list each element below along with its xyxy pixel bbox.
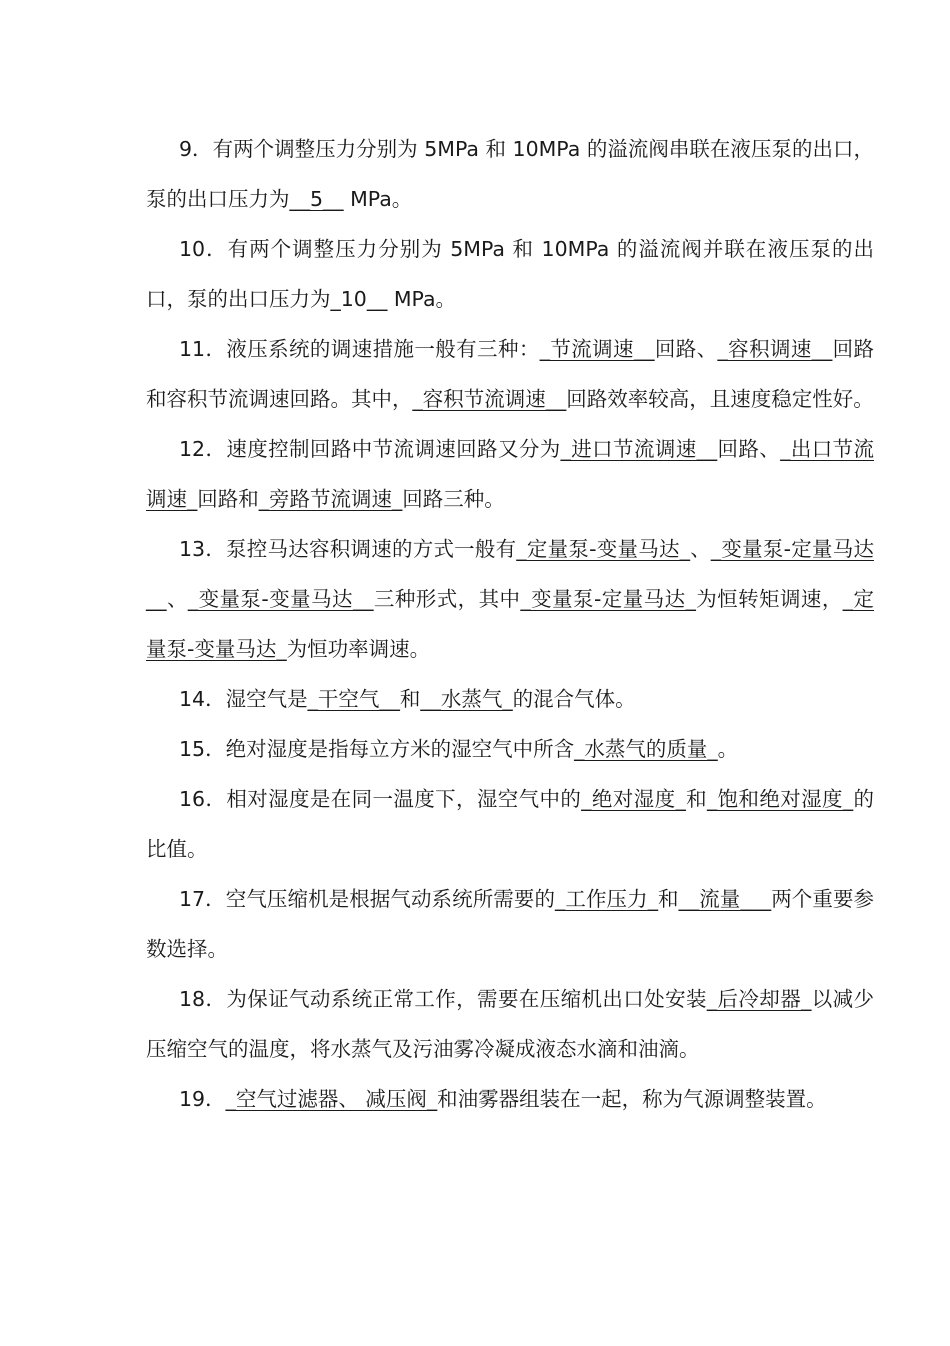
answer-blank: 绝对湿度 — [591, 787, 676, 811]
answer-blank: 定量泵-变量马达 — [526, 537, 680, 561]
question-text: _回路三种。 — [392, 487, 505, 511]
question-paragraph — [146, 324, 874, 424]
question-text: 16．相对湿度是在同一温度下，湿空气中的_ — [179, 787, 592, 811]
question-text: __回路和容积节流调速回路。其中，_ — [146, 337, 875, 411]
question-text: 12．速度控制回路中节流调速回路又分为_ — [179, 437, 571, 461]
question-text: 11．液压系统的调速措施一般有三种：_ — [179, 337, 550, 361]
question-text: 19．_ — [179, 1087, 236, 1111]
answer-blank: 流量 — [699, 887, 741, 911]
question-text: __和__ — [379, 687, 441, 711]
answer-blank: 饱和绝对湿度 — [717, 787, 843, 811]
question-paragraph — [146, 774, 874, 874]
question-text: __回路、_ — [696, 437, 791, 461]
answer-blank: 定量泵-变量马达 — [146, 587, 874, 661]
answer-blank: 容积调速 — [727, 337, 812, 361]
question-text: 9．有两个调整压力分别为 5MPa 和 10MPa 的溢流阀串联在液压泵的出口，泵的出口压力为_ — [146, 137, 874, 211]
answer-blank: 变量泵-变量马达 — [198, 587, 353, 611]
document-page — [146, 124, 874, 1124]
answer-blank: 进口节流调速 — [570, 437, 697, 461]
answer-blank: 水蒸气 — [440, 687, 503, 711]
answer-blank: 水蒸气的质量 — [584, 737, 708, 761]
question-paragraph — [146, 524, 874, 674]
question-text: ___两个重要参数选择。 — [146, 887, 875, 961]
question-text: _以减少压缩空气的温度，将水蒸气及污油雾冷凝成液态水滴和油滴。 — [146, 987, 875, 1061]
answer-blank: 节流调速 — [549, 337, 634, 361]
question-text: _。 — [707, 737, 739, 761]
answer-blank: 变量泵-定量马达 — [530, 587, 686, 611]
answer-blank: 变量泵-定量马达 — [721, 537, 874, 561]
question-text: __回路、_ — [633, 337, 728, 361]
question-text: __回路效率较高，且速度稳定性好。 — [545, 387, 874, 411]
question-text: _、_ — [679, 537, 722, 561]
question-text: _ MPa。 — [333, 187, 413, 211]
answer-blank: 空气过滤器、 减压阀 — [235, 1087, 427, 1111]
question-text: 15．绝对湿度是指每立方米的湿空气中所含_ — [179, 737, 585, 761]
question-text: 13．泵控马达容积调速的方式一般有_ — [179, 537, 527, 561]
answer-blank: 出口节流调速 — [146, 437, 875, 511]
question-text: _的比值。 — [146, 787, 875, 861]
question-paragraph — [146, 874, 874, 974]
answer-blank: 后冷却器 — [717, 987, 802, 1011]
answer-blank: _5_ — [299, 187, 334, 211]
question-paragraph — [146, 674, 874, 724]
answer-blank: 干空气 — [317, 687, 380, 711]
answer-blank: 旁路节流调速 — [269, 487, 392, 511]
question-text: _和_ — [675, 787, 718, 811]
question-text: _为恒功率调速。 — [276, 637, 431, 661]
question-paragraph — [146, 1074, 874, 1124]
question-paragraph — [146, 224, 874, 324]
question-paragraph — [146, 424, 874, 524]
question-paragraph — [146, 724, 874, 774]
question-text: _回路和_ — [187, 487, 269, 511]
question-text: _为恒转矩调速，_ — [685, 587, 854, 611]
question-paragraph — [146, 974, 874, 1074]
question-paragraph — [146, 124, 874, 224]
question-text: _和油雾器组装在一起，称为气源调整装置。 — [426, 1087, 827, 1111]
question-text: 14．湿空气是_ — [179, 687, 318, 711]
question-text: 17．空气压缩机是根据气动系统所需要的_ — [179, 887, 566, 911]
question-text: __、_ — [146, 587, 199, 611]
answer-blank: 容积节流调速 — [422, 387, 546, 411]
question-text: 10．有两个调整压力分别为 5MPa 和 10MPa 的溢流阀并联在液压泵的出口，泵的出口压力为_10__ MPa。 — [146, 237, 874, 311]
question-text: 18．为保证气动系统正常工作，需要在压缩机出口处安装_ — [179, 987, 718, 1011]
answer-blank: 工作压力 — [565, 887, 648, 911]
question-text: __三种形式，其中_ — [352, 587, 531, 611]
question-text: _的混合气体。 — [502, 687, 636, 711]
question-text: _和__ — [647, 887, 700, 911]
